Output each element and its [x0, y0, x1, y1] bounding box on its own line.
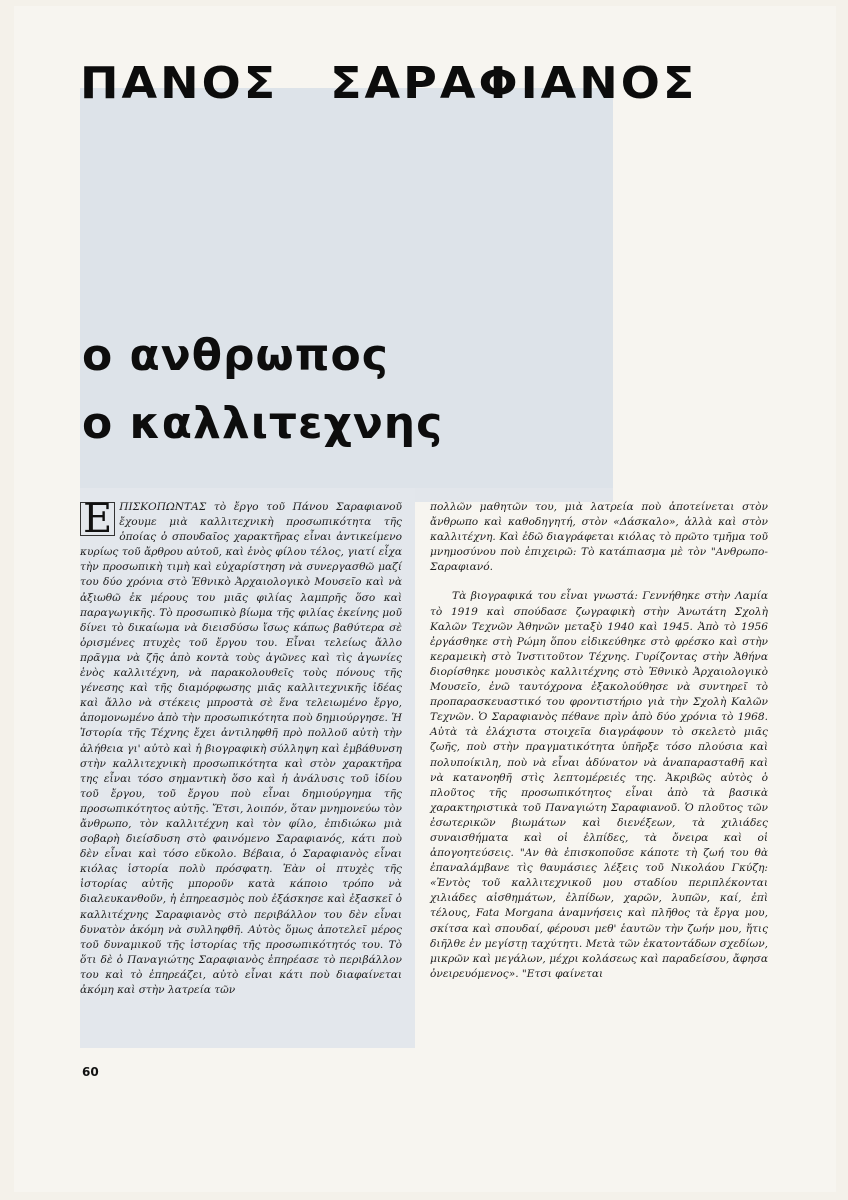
article-column-right: [430, 500, 768, 996]
article-paragraph: Τὰ βιογραφικά του εἶναι γνωστά: Γεννήθηκε στὴν Λαμία τὸ 1919 καὶ σπούδασε ζωγραφικὴ στὴν Ἀνωτάτη Σχολὴ Καλῶν Τεχνῶν Ἀθηνῶν μεταξὺ 1940 καὶ 1945. Ἀπὸ τὸ 1956 ἐργάσθηκε στὴ Ρώμη ὅπου εἰδικεύθηκε στὸ φρέσκο καὶ στὴν κεραμεικὴ στὸ Ἰνστιτοῦτον Τέχνης. Γυρίζοντας στὴν Ἀθήνα διορίσθηκε μουσικὸς καλλιτέχνης στὸ Ἐθνικὸ Ἀρχαιολογικὸ Μουσεῖο, ἐνῶ ταυτόχρονα ἐξακολούθησε νὰ συντηρεῖ τὸ προπαρασκευαστικό του φροντιστήριο γιὰ τὴν Σχολὴ Καλῶν Τεχνῶν. Ὁ Σαραφιανὸς πέθανε πρὶν ἀπὸ δύο χρόνια τὸ 1968. Αὐτὰ τὰ ἐλάχιστα στοιχεῖα διαγράφουν τὸ σκελετὸ μιᾶς ζωῆς, ποὺ στὴν πραγματικότητα ὑπῆρξε τόσο πλούσια καὶ πολυποίκιλη, ποὺ νὰ εἶναι ἀδύνατον νὰ ἀναπαρασταθῆ καὶ νὰ κατανοηθῆ στὶς λεπτομέρειές της. Ἀκριβῶς αὐτὸς ὁ πλοῦτος τῆς προσωπικότητος εἶναι ἀπὸ τὰ βασικὰ χαρακτηριστικὰ τοῦ Παναγιώτη Σαραφιανοῦ. Ὁ πλοῦτος τῶν ἐσωτερικῶν βιωμάτων καὶ διενέξεων, τὰ χιλιάδες συναισθήματα καὶ οἱ ἐλπίδες, τὰ ὄνειρα καὶ οἱ ἀπογοητεύσεις. "Αν θὰ ἐπισκοποῦσε κάποτε τὴ ζωή του θὰ ἐπαναλάμβανε τὶς θαυμάσιες λέξεις τοῦ Νικολάου Γκύζη: «Ἐντὸς τοῦ καλλιτεχνικοῦ μου σταδίου περιπλέκονται χιλιάδες αἰσθημάτων, ἐλπίδων, χαρῶν, λυπῶν, καί, ἐπὶ τέλους, Fata Morgana ἀναμνήσεις καὶ πλῆθος τὰ ἔργα μου, σκίτσα καὶ σπουδαί, φέρουσι μεθ' ἑαυτῶν τὴν ζωήν μου, ἥτις διῆλθε ἐν μεγίστῃ ταχύτητι. Μετὰ τῶν ἑκατοντάδων σχεδίων, μικρῶν καὶ μεγάλων, μέχρι κολάσεως καὶ παραδείσου, ἄφησα ὀνειρευόμενος». "Ετσι φαίνεται: [430, 590, 768, 980]
article-column-left: [80, 496, 402, 998]
page-title: [80, 57, 770, 108]
article-paragraph: [80, 496, 402, 998]
subtitle-line-2: ο καλλιτεχνης: [82, 398, 444, 449]
page-number: 60: [82, 1065, 99, 1079]
left-column-text: ΠΙΣΚΟΠΩΝΤΑΣ τὸ ἔργο τοῦ Πάνου Σαραφιανοῦ ἔχουμε μιὰ καλλιτεχνικὴ προσωπικότητα τῆς ὁποίας ὁ σπουδαῖος χαρακτῆρας εἶναι ἀντικείμενο κυρίως τοῦ ἄρθρου αὐτοῦ, καὶ ἑνὸς φίλου τέλος, γιατί εἶχα τὴν προσωπικὴ τιμὴ καὶ εὐχαρίστηση νὰ συνεργασθῶ μαζί του δύο χρόνια στὸ Ἐθνικὸ Ἀρχαιολογικὸ Μουσεῖο καὶ νὰ ἀξιωθῶ ἐκ μέρους του μιᾶς φιλίας λαμπρῆς ὅσο καὶ παραγωγικῆς. Τὸ προσωπικὸ βίωμα τῆς φιλίας ἐκείνης μοῦ δίνει τὸ δικαίωμα νὰ διεισδύσω ἴσως κάπως βαθύτερα σὲ ὁρισμένες πτυχὲς τοῦ ἔργου του. Εἶναι τελείως ἄλλο πρᾶγμα νὰ ζῆς ἀπὸ κοντὰ τοὺς ἀγῶνες καὶ τὶς ἀγωνίες ἑνὸς καλλιτέχνη, νὰ παρακολουθεῖς τοὺς πόνους τῆς γένεσης καὶ τῆς διαμόρφωσης μιᾶς καλλιτεχνικῆς ἰδέας καὶ ἄλλο νὰ στέκεις μπροστὰ σὲ ἕνα τελειωμένο ἔργο, ἀπομονωμένο ἀπὸ τὴν προσωπικότητα ποὺ δημιούργησε. Ἡ Ἱστορία τῆς Τέχνης ἔχει ἀντιληφθῆ πρὸ πολλοῦ αὐτὴ τὴν ἀλήθεια γι' αὐτὸ καὶ ἡ βιογραφικὴ σύλληψη καὶ ἐμβάθυνση στὴν καλλιτεχνικὴ προσωπικότητα καὶ στὸν χαρακτῆρα της εἶναι τόσο σημαντικὴ ὅσο καὶ ἡ ἀνάλυσις τοῦ ἰδίου τοῦ ἔργου, τοῦ ἔργου ποὺ εἶναι δημιούργημα τῆς προσωπικότητος αὐτῆς. Ἔτσι, λοιπόν, ὅταν μνημονεύω τὸν ἄνθρωπο, τὸν καλλιτέχνη καὶ τὸν φίλο, ἐπιδιώκω μιὰ σοβαρὴ διείσδυση στὸ φαινόμενο Σαραφιανός, κάτι ποὺ δὲν εἶναι καὶ τόσο εὔκολο. Βέβαια, ὁ Σαραφιανὸς εἶναι κιόλας ἱστορία πολὺ πρόσφατη. Ἐὰν οἱ πτυχὲς τῆς ἱστορίας αὐτῆς μποροῦν κατὰ κάποιο τρόπο νὰ διαλευκανθοῦν, ἡ ἐπηρεασμὸς ποὺ ἐξάσκησε καὶ ἐξασκεῖ ὁ καλλιτέχνης Σαραφιανὸς στὸ περιβάλλον του δὲν εἶναι δυνατὸν ἀκόμη νὰ συλληφθῆ. Αὐτὸς ὅμως ἀποτελεῖ μέρος τοῦ δυναμικοῦ τῆς ἱστορίας τῆς προσωπικότητός του. Τὸ ὅτι δὲ ὁ Παναγιώτης Σαραφιανὸς ἐπηρέασε τὸ περιβάλλον του καὶ τὸ ἐπηρεάζει, αὐτὸ εἶναι κάτι ποὺ διαφαίνεται ἀκόμη καὶ στὴν λατρεία τῶν: [80, 501, 402, 996]
title-first-name: ΠΑΝΟΣ: [80, 57, 279, 109]
title-last-name: ΣΑΡΑΦΙΑΝΟΣ: [330, 57, 698, 109]
article-paragraph: πολλῶν μαθητῶν του, μιὰ λατρεία ποὺ ἀποτείνεται στὸν ἄνθρωπο καὶ καθοδηγητή, στὸν «Δάσκαλο», ἀλλὰ καὶ στὸν καλλιτέχνη. Καὶ ἐδῶ διαγράφεται κιόλας τὸ πρῶτο τμῆμα τοῦ μνημοσύνου ποὺ ἐπιχειρῶ: Τὸ κατάπιασμα μὲ τὸν "Ανθρωπο-Σαραφιανό.: [430, 501, 768, 574]
subtitle-line-1: ο ανθρωπος: [82, 330, 389, 381]
drop-cap: Ε: [80, 502, 115, 536]
